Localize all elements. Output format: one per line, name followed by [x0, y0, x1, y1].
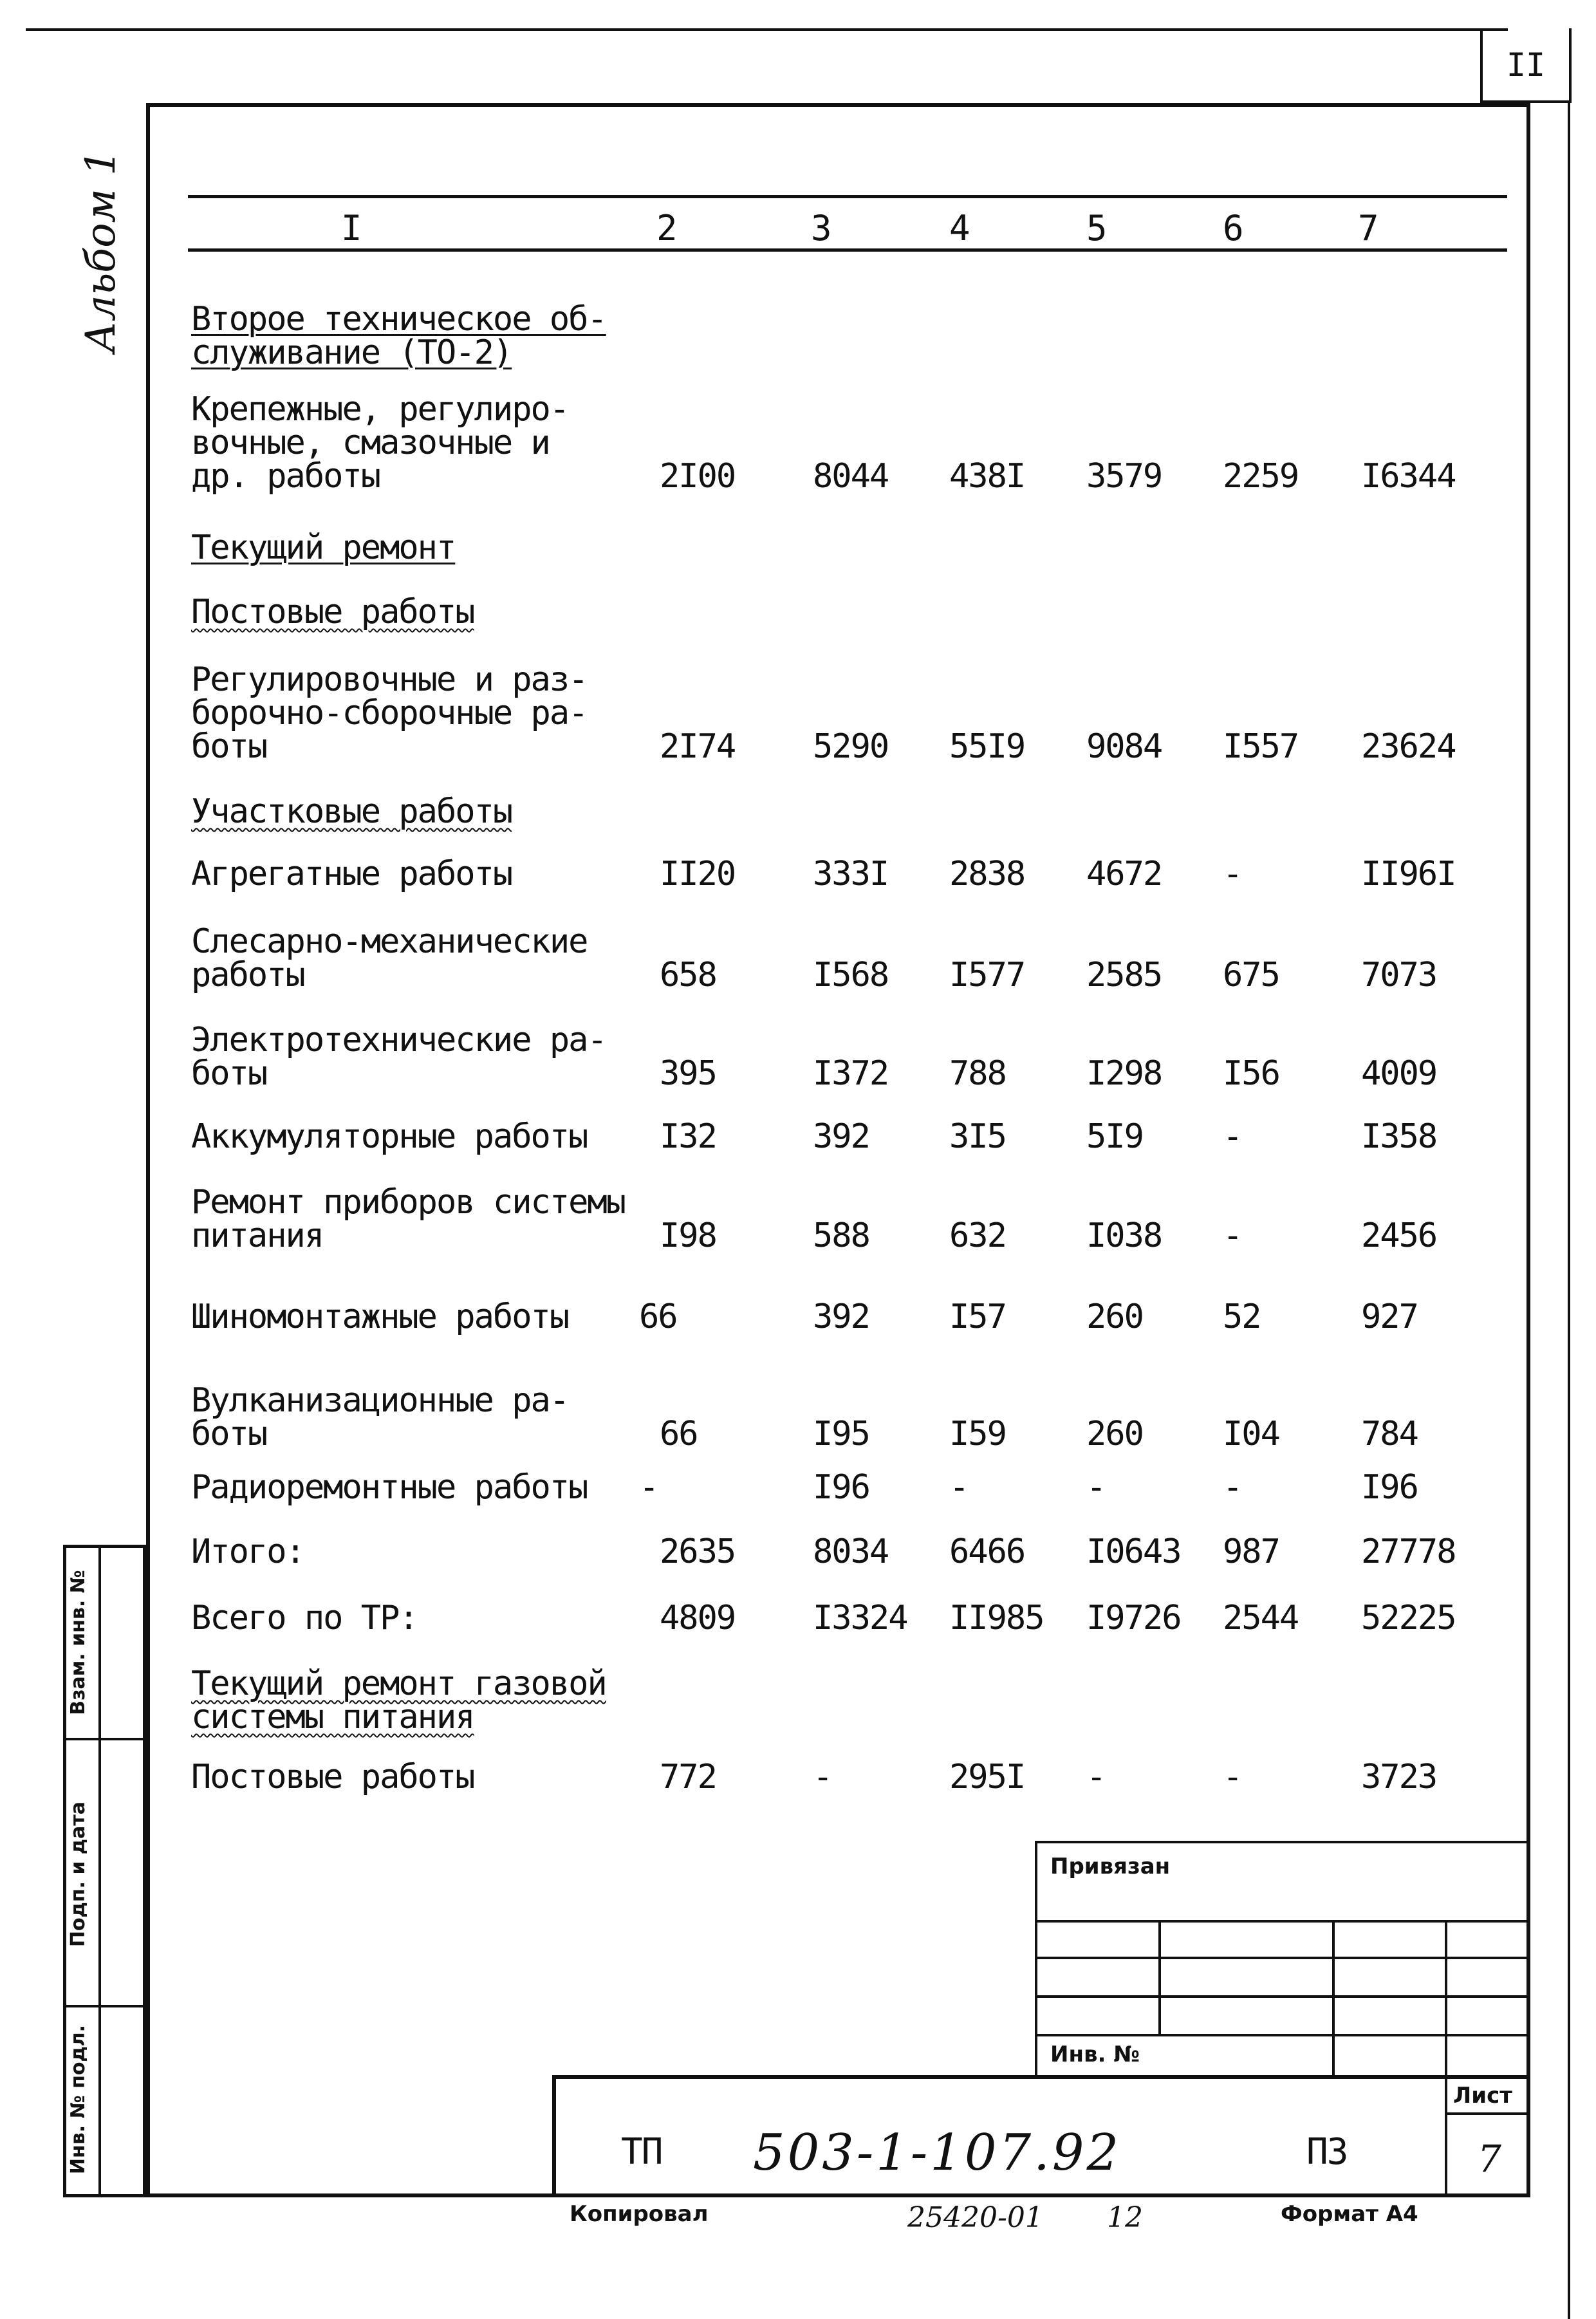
- cell-col-7: I6344: [1361, 457, 1456, 496]
- tb-vr-3: [1445, 1920, 1447, 2079]
- cell-col-6: I04: [1223, 1415, 1279, 1453]
- footer-order-no: 25420-01: [907, 2201, 1043, 2234]
- cell-col-4: I577: [949, 956, 1025, 994]
- cell-col-3: 392: [813, 1298, 869, 1336]
- tb-doc-code: ПЗ: [1306, 2131, 1348, 2173]
- row-label: Постовые работы: [191, 593, 474, 631]
- cell-col-6: -: [1223, 855, 1242, 893]
- cell-col-6: 52: [1223, 1298, 1261, 1336]
- cell-col-7: 927: [1361, 1298, 1418, 1336]
- cell-col-5: 9084: [1086, 727, 1162, 766]
- cell-col-3: I95: [813, 1415, 869, 1453]
- top-rule: [26, 28, 1508, 31]
- tb-privyazan: Привязан: [1050, 1854, 1171, 1879]
- cell-col-4: I59: [949, 1415, 1006, 1453]
- cell-col-3: I96: [813, 1468, 869, 1507]
- tb-hr-4: [1035, 2034, 1530, 2036]
- row-label: Второе техническое об- служивание (ТО-2): [191, 300, 606, 372]
- cell-col-4: 788: [949, 1054, 1006, 1093]
- tb-list-left: [1445, 2075, 1447, 2197]
- cell-col-3: 5290: [813, 727, 889, 766]
- cell-col-7: 52225: [1361, 1599, 1456, 1637]
- cell-col-7: II96I: [1361, 855, 1456, 893]
- column-header-2: 2: [656, 208, 678, 248]
- cell-col-3: 333I: [813, 855, 889, 893]
- tb-hr-1: [1035, 1920, 1530, 1923]
- cell-col-2: II20: [660, 855, 736, 893]
- sheet-corner-number: II: [1506, 46, 1546, 84]
- row-label: Итого:: [191, 1532, 304, 1571]
- cell-col-4: 295I: [949, 1758, 1025, 1796]
- cell-col-3: I568: [813, 956, 889, 994]
- cell-col-2: I32: [660, 1117, 716, 1156]
- tb-list-label: Лист: [1453, 2083, 1512, 2109]
- cell-col-6: -: [1223, 1117, 1242, 1156]
- row-label: Участковые работы: [191, 792, 512, 831]
- side-stamp-divider: [98, 1545, 101, 2197]
- tb-vr-1: [1158, 1920, 1161, 2034]
- tb-tp: ТП: [621, 2131, 662, 2173]
- cell-col-7: 784: [1361, 1415, 1418, 1453]
- cell-col-7: I358: [1361, 1117, 1437, 1156]
- cell-col-6: -: [1223, 1216, 1242, 1255]
- side-stamp-inv-podl: Инв. № подл.: [67, 2024, 89, 2175]
- cell-col-6: 987: [1223, 1532, 1279, 1571]
- sheet-corner-box: [1480, 28, 1572, 103]
- cell-col-2: 395: [660, 1054, 716, 1093]
- row-label: Слесарно-механические работы: [191, 922, 588, 994]
- cell-col-7: 4009: [1361, 1054, 1437, 1093]
- tb-vr-2: [1332, 1920, 1335, 2079]
- column-header-4: 4: [949, 208, 970, 248]
- cell-col-3: I372: [813, 1054, 889, 1093]
- tb-top-rule: [1035, 1841, 1037, 2079]
- cell-col-6: I56: [1223, 1054, 1279, 1093]
- cell-col-2: I98: [660, 1216, 716, 1255]
- cell-col-5: I298: [1086, 1054, 1162, 1093]
- tb-privyazan-top: [1035, 1841, 1530, 1843]
- cell-col-7: 3723: [1361, 1758, 1437, 1796]
- row-label: Всего по ТР:: [191, 1599, 418, 1637]
- column-header-7: 7: [1358, 208, 1379, 248]
- column-header-3: 3: [811, 208, 832, 248]
- row-label: Регулировочные и раз- борочно-сборочные ра- боты: [191, 660, 588, 766]
- row-label: Крепежные, регулиро- вочные, смазочные и др. работы: [191, 390, 569, 496]
- cell-col-5: 3579: [1086, 457, 1162, 496]
- cell-col-5: 5I9: [1086, 1117, 1143, 1156]
- tb-hr-2: [1035, 1957, 1530, 1959]
- cell-col-3: -: [813, 1758, 832, 1796]
- footer-format: Формат А4: [1281, 2201, 1418, 2227]
- album-label: Альбом 1: [77, 149, 125, 353]
- cell-col-7: 2456: [1361, 1216, 1437, 1255]
- tb-inv-no: Инв. №: [1050, 2042, 1140, 2067]
- cell-col-4: 2838: [949, 855, 1025, 893]
- cell-col-6: 2544: [1223, 1599, 1299, 1637]
- tb-hr-3: [1035, 1995, 1530, 1998]
- cell-col-4: 55I9: [949, 727, 1025, 766]
- cell-col-2: -: [639, 1468, 658, 1507]
- cell-col-2: 66: [639, 1298, 677, 1336]
- tb-list-number: 7: [1478, 2137, 1501, 2181]
- cell-col-7: 7073: [1361, 956, 1437, 994]
- cell-col-2: 2I00: [660, 457, 736, 496]
- cell-col-6: -: [1223, 1468, 1242, 1507]
- cell-col-5: I038: [1086, 1216, 1162, 1255]
- cell-col-4: 438I: [949, 457, 1025, 496]
- row-label: Агрегатные работы: [191, 855, 512, 893]
- cell-col-6: 2259: [1223, 457, 1299, 496]
- row-label: Вулканизационные ра- боты: [191, 1381, 569, 1453]
- side-stamp-vzam-inv: Взам. инв. №: [67, 1570, 89, 1715]
- cell-col-4: II985: [949, 1599, 1044, 1637]
- side-stamp-podp-data: Подп. и дата: [67, 1801, 89, 1948]
- footer-copied: Копировал: [570, 2201, 709, 2227]
- cell-col-5: -: [1086, 1468, 1106, 1507]
- row-label: Текущий ремонт газовой системы питания: [191, 1664, 606, 1737]
- cell-col-2: 2I74: [660, 727, 736, 766]
- column-header-1: I: [341, 208, 362, 248]
- cell-col-2: 658: [660, 956, 716, 994]
- cell-col-6: I557: [1223, 727, 1299, 766]
- tb-main-left: [552, 2075, 556, 2197]
- header-rule-bottom: [188, 248, 1507, 252]
- cell-col-6: -: [1223, 1758, 1242, 1796]
- row-label: Постовые работы: [191, 1758, 474, 1796]
- cell-col-5: -: [1086, 1758, 1106, 1796]
- cell-col-4: -: [949, 1468, 969, 1507]
- cell-col-2: 4809: [660, 1599, 736, 1637]
- cell-col-7: I96: [1361, 1468, 1418, 1507]
- row-label: Ремонт приборов системы питания: [191, 1183, 626, 1255]
- footer-copy-no: 12: [1107, 2201, 1143, 2234]
- cell-col-7: 23624: [1361, 727, 1456, 766]
- tb-list-hr: [1445, 2112, 1530, 2115]
- cell-col-4: 6466: [949, 1532, 1025, 1571]
- cell-col-3: 8034: [813, 1532, 889, 1571]
- cell-col-5: I9726: [1086, 1599, 1181, 1637]
- cell-col-5: 260: [1086, 1415, 1143, 1453]
- cell-col-5: I0643: [1086, 1532, 1181, 1571]
- cell-col-6: 675: [1223, 956, 1279, 994]
- tb-main-top: [552, 2075, 1530, 2079]
- cell-col-2: 66: [660, 1415, 698, 1453]
- cell-col-2: 2635: [660, 1532, 736, 1571]
- cell-col-4: 632: [949, 1216, 1006, 1255]
- row-label: Аккумуляторные работы: [191, 1117, 588, 1156]
- cell-col-3: 392: [813, 1117, 869, 1156]
- cell-col-4: 3I5: [949, 1117, 1006, 1156]
- row-label: Шиномонтажные работы: [191, 1298, 569, 1336]
- cell-col-3: 8044: [813, 457, 889, 496]
- cell-col-7: 27778: [1361, 1532, 1456, 1571]
- cell-col-5: 260: [1086, 1298, 1143, 1336]
- frame-right-outer: [1568, 103, 1570, 2319]
- row-label: Радиоремонтные работы: [191, 1468, 588, 1507]
- cell-col-5: 2585: [1086, 956, 1162, 994]
- row-label: Электротехнические ра- боты: [191, 1021, 606, 1093]
- cell-col-5: 4672: [1086, 855, 1162, 893]
- column-header-5: 5: [1086, 208, 1108, 248]
- cell-col-2: 772: [660, 1758, 716, 1796]
- cell-col-3: 588: [813, 1216, 869, 1255]
- cell-col-4: I57: [949, 1298, 1006, 1336]
- tb-designation: 503-1-107.92: [753, 2124, 1122, 2182]
- header-rule-top: [188, 195, 1507, 198]
- column-header-6: 6: [1223, 208, 1244, 248]
- cell-col-3: I3324: [813, 1599, 907, 1637]
- row-label: Текущий ремонт: [191, 528, 456, 567]
